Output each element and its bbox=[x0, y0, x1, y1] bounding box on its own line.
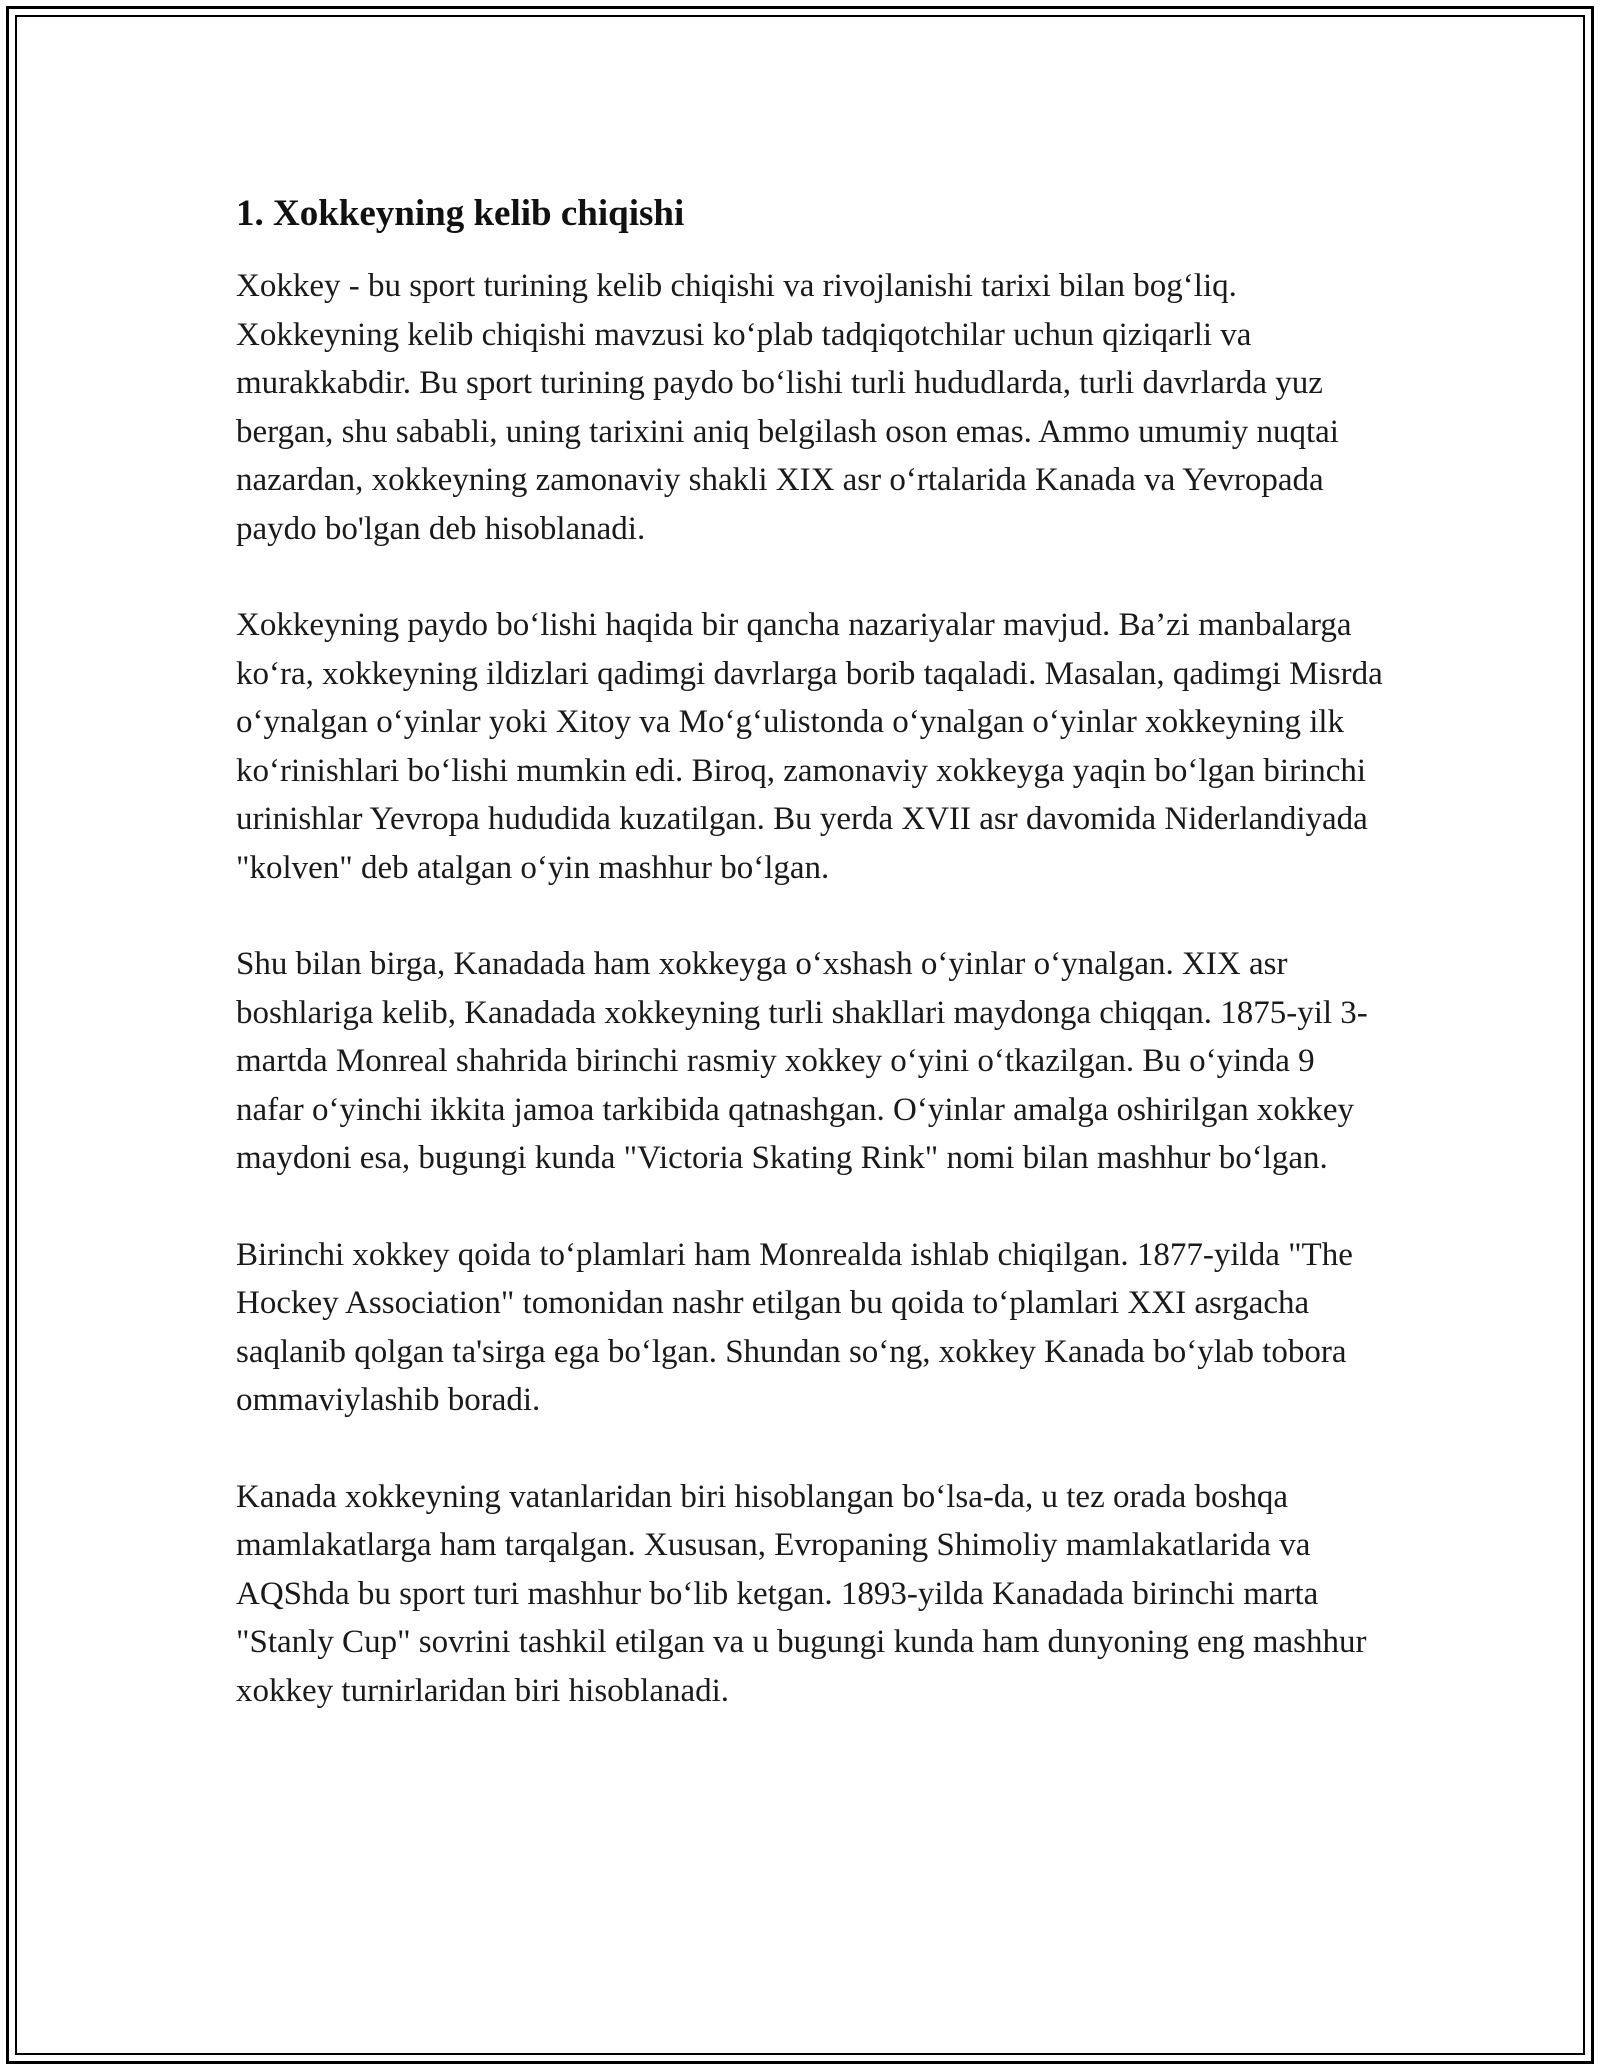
section-heading: 1. Xokkeyning kelib chiqishi bbox=[236, 193, 685, 234]
paragraph-3: Shu bilan birga, Kanadada ham xokkeyga o‘xshash o‘yinlar o‘ynalgan. XIX asr boshlariga kelib, Kanadada xokkeyning turli shakllari maydonga chiqqan. 1875-yil 3-martda Monreal shahrida birinchi rasmiy xokkey o‘yini o‘tkazilgan. Bu o‘yinda 9 nafar o‘yinchi ikkita jamoa tarkibida qatnashgan. O‘yinlar amalga oshirilgan xokkey maydoni esa, bugungi kunda "Victoria Skating Rink" nomi bilan mashhur bo‘lgan. bbox=[236, 946, 1368, 1176]
paragraph-5: Kanada xokkeyning vatanlaridan biri hisoblangan bo‘lsa-da, u tez orada boshqa mamlakatlarga ham tarqalgan. Xususan, Evropaning Shimoliy mamlakatlarida va AQShda bu sport turi mashhur bo‘lib ketgan. 1893-yilda Kanadada birinchi marta "Stanly Cup" sovrini tashkil etilgan va u bugungi kunda ham dunyoning eng mashhur xokkey turnirlaridan biri hisoblanadi. bbox=[236, 1478, 1367, 1709]
paragraph-2: Xokkeyning paydo bo‘lishi haqida bir qancha nazariyalar mavjud. Ba’zi manbalarga ko‘ra, xokkeyning ildizlari qadimgi davrlarga borib taqaladi. Masalan, qadimgi Misrda o‘ynalgan o‘yinlar yoki Xitoy va Mo‘g‘ulistonda o‘ynalgan o‘yinlar xokkeyning ilk ko‘rinishlari bo‘lishi mumkin edi. Biroq, zamonaviy xokkeyga yaqin bo‘lgan birinchi urinishlar Yevropa hududida kuzatilgan. Bu yerda XVII asr davomida Niderlandiyada "kolven" deb atalgan o‘yin mashhur bo‘lgan. bbox=[236, 607, 1383, 886]
paragraph-1: Xokkey - bu sport turining kelib chiqishi va rivojlanishi tarixi bilan bog‘liq. Xokkeyning kelib chiqishi mavzusi ko‘plab tadqiqotchilar uchun qiziqarli va murakkabdir. Bu sport turining paydo bo‘lishi turli hududlarda, turli davrlarda yuz bergan, shu sababli, uning tarixini aniq belgilash oson emas. Ammo umumiy nuqtai nazardan, xokkeyning zamonaviy shakli XIX asr o‘rtalarida Kanada va Yevropada paydo bo'lgan deb hisoblanadi. bbox=[236, 268, 1339, 547]
paragraph-4: Birinchi xokkey qoida to‘plamlari ham Monrealda ishlab chiqilgan. 1877-yilda "The Hockey Association" tomonidan nashr etilgan bu qoida to‘plamlari XXI asrgacha saqlanib qolgan ta'sirga ega bo‘lgan. Shundan so‘ng, xokkey Kanada bo‘ylab tobora ommaviylashib boradi. bbox=[236, 1236, 1353, 1418]
document-body bbox=[236, 188, 1386, 1715]
